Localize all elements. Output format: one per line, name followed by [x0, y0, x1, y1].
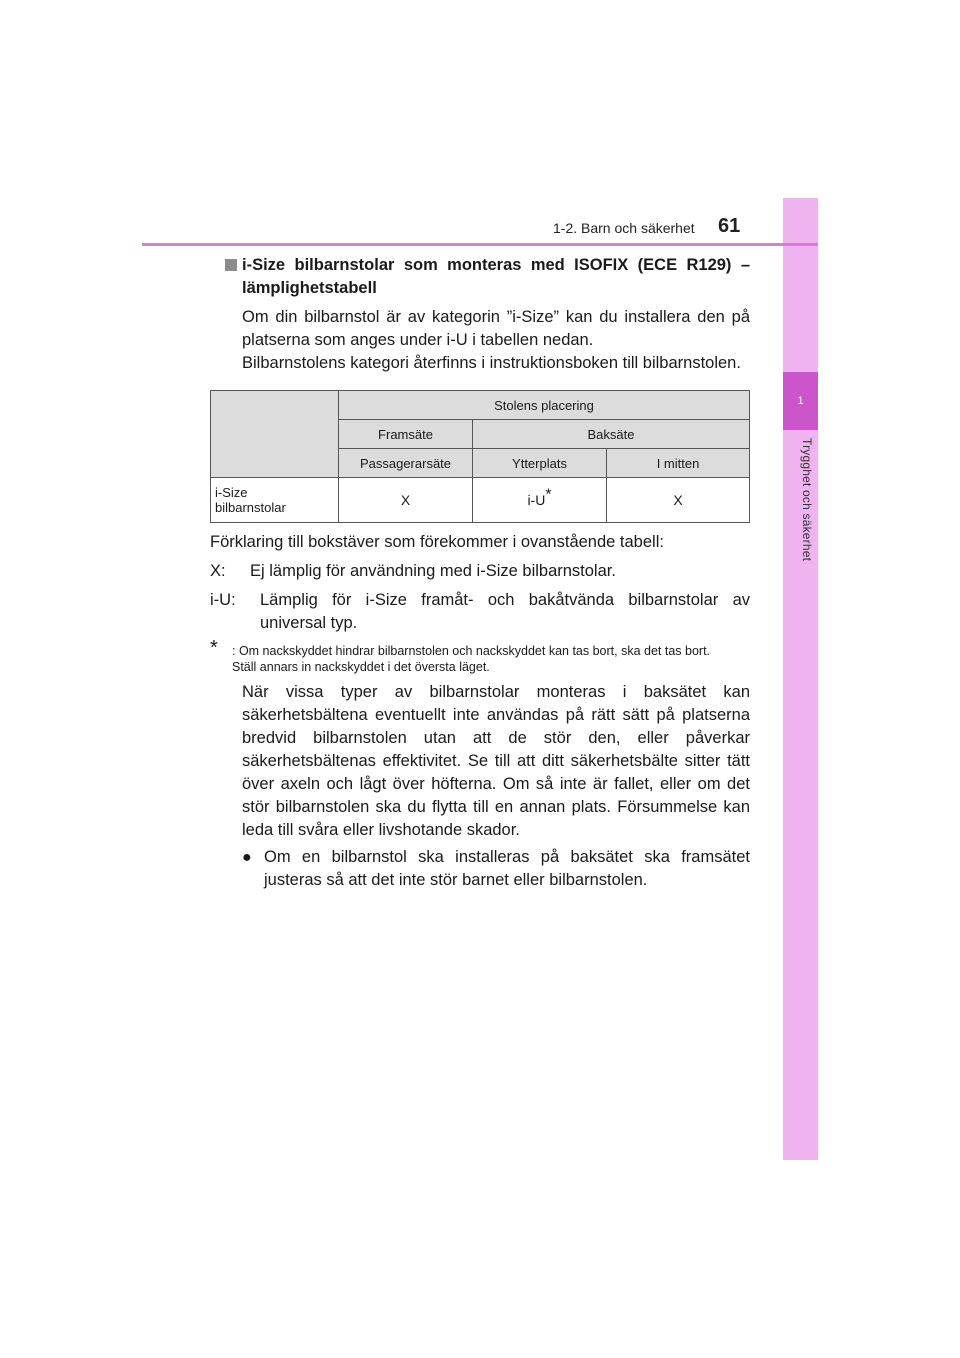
footnote-text-2: Ställ annars in nackskyddet i det översta läget.	[232, 660, 490, 674]
category-paragraph: Bilbarnstolens kategori återfinns i instruktionsboken till bilbarnstolen.	[242, 354, 741, 372]
section-heading-text: i-Size bilbarnstolar som monteras med ISOFIX (ECE R129) – lämplighetstabell	[242, 256, 750, 297]
legend-key: i-U:	[210, 591, 236, 609]
table-header-middle: I mitten	[607, 449, 750, 478]
chapter-number-tab	[783, 372, 818, 430]
section-heading	[210, 254, 750, 300]
table-header-passenger: Passagerarsäte	[339, 449, 473, 478]
warning-paragraph: När vissa typer av bilbarnstolar monteras i baksätet kan säkerhetsbältena eventuellt inte användas på rätt sätt på platserna bredvid bilbarnstolen utan att de stör den, eller påverkar säkerhetsbältenas effektivitet. Se till att ditt säkerhetsbälte sitter tätt över axeln och lågt över höfterna. Om så inte är fallet, eller om det stör bilbarnstolen ska du flytta till en annan plats. Försummelse kan leda till svåra eller livshotande skador.	[242, 683, 750, 839]
table-row-label-line2: bilbarnstolar	[215, 500, 286, 515]
chapter-side-tab	[783, 198, 818, 1160]
table-group-header: Stolens placering	[339, 391, 750, 420]
legend-key: X:	[210, 562, 226, 580]
footnote-text: : Om nackskyddet hindrar bilbarnstolen och nackskyddet kan tas bort, ska det tas bort.	[232, 644, 711, 658]
table-cell-middle: X	[607, 478, 750, 523]
table-header-rear: Baksäte	[473, 420, 750, 449]
table-header-outer: Ytterplats	[473, 449, 607, 478]
legend-intro: Förklaring till bokstäver som förekommer i ovanstående tabell:	[210, 533, 664, 551]
legend-description: Ej lämplig för användning med i-Size bilbarnstolar.	[250, 562, 616, 580]
table-row	[211, 478, 750, 523]
table-row-label	[211, 478, 339, 523]
list-item	[210, 846, 750, 892]
header-rule	[142, 243, 818, 246]
suitability-table	[210, 390, 750, 523]
table-header-front: Framsäte	[339, 420, 473, 449]
square-bullet-icon	[225, 259, 237, 271]
footnote	[210, 637, 750, 675]
filled-circle-bullet-icon: ●	[242, 849, 252, 866]
legend-item	[210, 589, 750, 635]
section-header: 1-2. Barn och säkerhet	[553, 220, 695, 236]
bullet-text: Om en bilbarnstol ska installeras på baksätet ska framsätet justeras så att det inte stör barnet eller bilbarnstolen.	[264, 848, 750, 889]
footnote-mark: *	[210, 637, 218, 659]
footnote-star: *	[545, 485, 552, 503]
page-content	[210, 254, 750, 892]
intro-paragraph: Om din bilbarnstol är av kategorin ”i-Size” kan du installera den på platserna som anges under i-U i tabellen nedan.	[242, 308, 750, 349]
table-row-label-line1: i-Size	[215, 485, 248, 500]
legend-item	[210, 560, 750, 583]
table-cell-passenger: X	[339, 478, 473, 523]
chapter-label: Trygghet och säkerhet	[800, 438, 814, 562]
legend-description: Lämplig för i-Size framåt- och bakåtvända bilbarnstolar av universal typ.	[260, 591, 750, 632]
table-corner-cell	[211, 391, 339, 478]
table-cell-outer-value: i-U	[527, 491, 546, 508]
page-number: 61	[718, 215, 741, 237]
chapter-number: 1	[797, 395, 804, 407]
table-cell-outer	[473, 478, 607, 523]
